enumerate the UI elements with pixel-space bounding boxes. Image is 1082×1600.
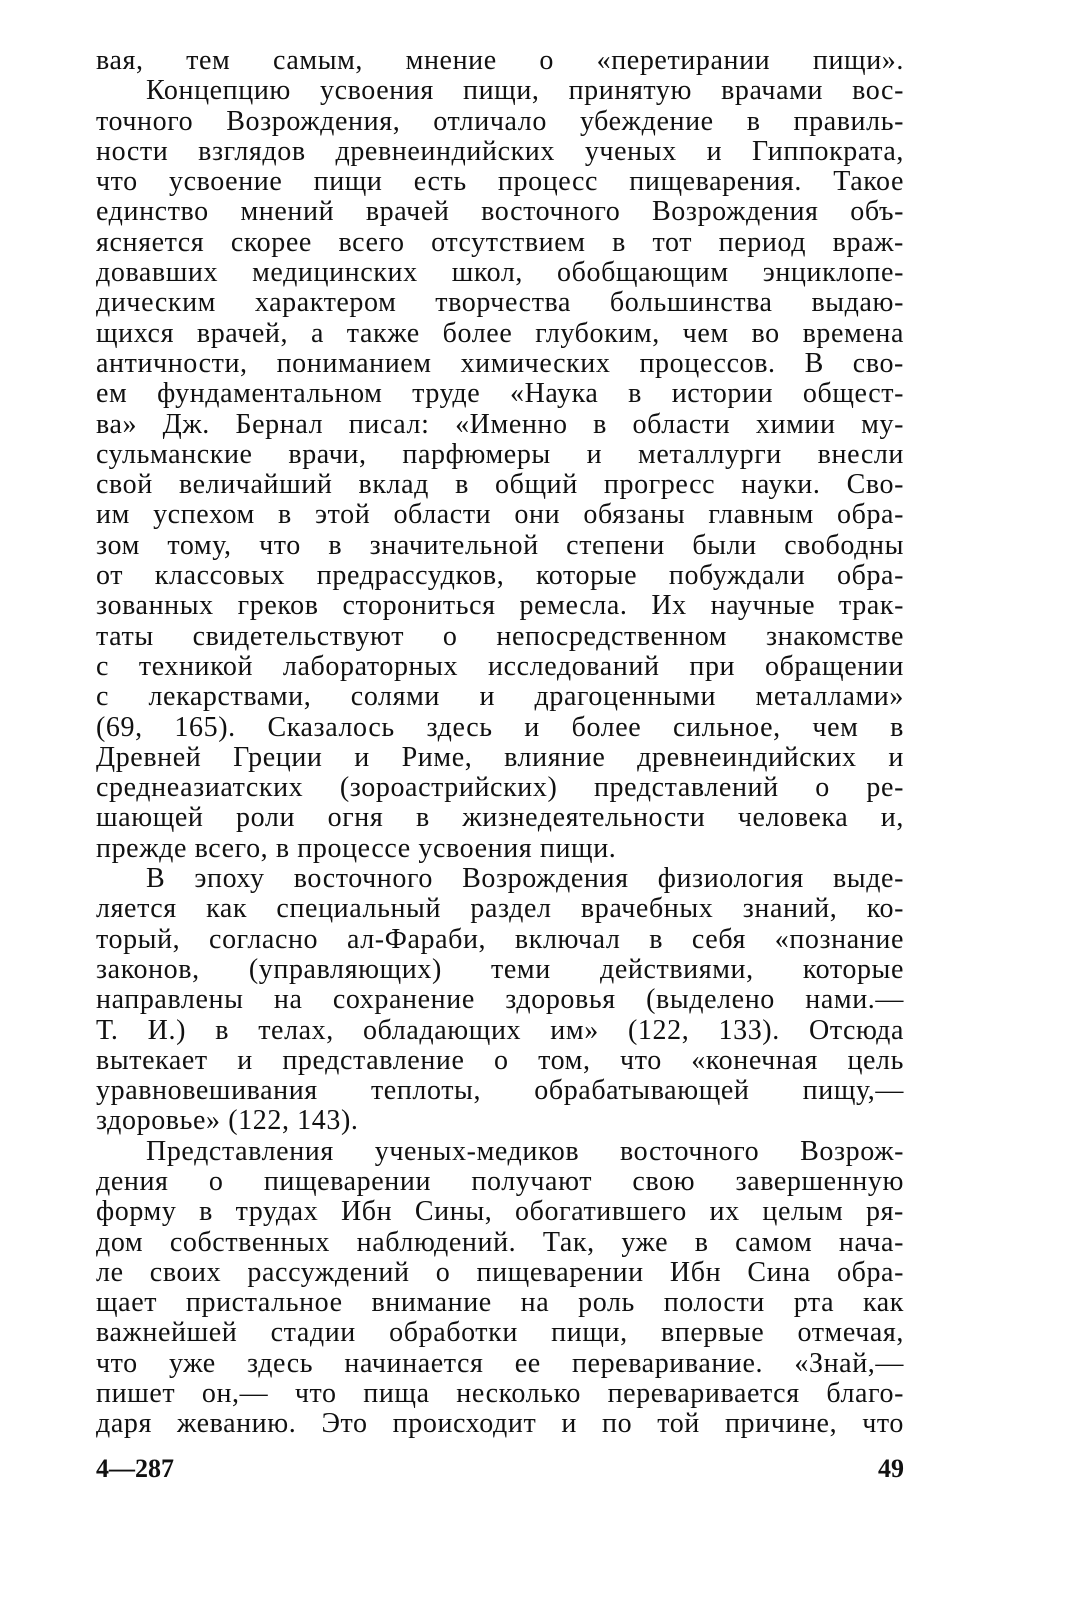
text-line: форму в трудах Ибн Сины, обогатившего их целым ря- xyxy=(96,1196,904,1228)
page-footer xyxy=(96,1454,904,1488)
text-line: важнейшей стадии обработки пищи, впервые отмечая, xyxy=(96,1317,904,1349)
text-line: довавших медицинских школ, обобщающим энциклопе- xyxy=(96,257,904,289)
text-line: точного Возрождения, отличало убеждение в правиль- xyxy=(96,105,904,137)
text-line: сульманские врачи, парфюмеры и металлурги внесли xyxy=(96,438,904,470)
text-line: ва» Дж. Бернал писал: «Именно в области химии му- xyxy=(96,408,904,440)
text-line: щает пристальное внимание на роль полости рта как xyxy=(96,1287,904,1319)
text-line: таты свидетельствуют о непосредственном знакомстве xyxy=(96,620,904,652)
text-line: (69, 165). Сказалось здесь и более сильное, чем в xyxy=(96,711,904,743)
printer-signature: 4—287 xyxy=(96,1454,174,1483)
text-line: с лекарствами, солями и драгоценными металлами» xyxy=(96,681,904,713)
text-line: свой величайший вклад в общий прогресс науки. Сво- xyxy=(96,469,904,501)
text-line: среднеазиатских (зороастрийских) представлений о ре- xyxy=(96,772,904,804)
body-text xyxy=(96,46,904,1440)
text-line: направлены на сохранение здоровья (выделено нами.— xyxy=(96,984,904,1016)
text-line: единство мнений врачей восточного Возрождения объ- xyxy=(96,196,904,228)
text-line: шающей роли огня в жизнедеятельности человека и, xyxy=(96,802,904,834)
text-line: от классовых предрассудков, которые побуждали обра- xyxy=(96,560,904,592)
text-line: вытекает и представление о том, что «конечная цель xyxy=(96,1044,904,1076)
text-line: Концепцию усвоения пищи, принятую врачами вос- xyxy=(146,75,904,107)
page-number: 49 xyxy=(878,1454,904,1483)
text-line: что усвоение пищи есть процесс пищеварения. Такое xyxy=(96,166,904,198)
text-line: здоровье» (122, 143). xyxy=(96,1105,359,1137)
text-line: вая, тем самым, мнение о «перетирании пищи». xyxy=(96,45,904,76)
text-line: даря жеванию. Это происходит и по той причине, что xyxy=(96,1408,904,1440)
text-line: что уже здесь начинается ее переваривание. «Знай,— xyxy=(96,1347,904,1379)
text-line: прежде всего, в процессе усвоения пищи. xyxy=(96,832,617,864)
text-line: дом собственных наблюдений. Так, уже в самом нача- xyxy=(96,1226,904,1258)
text-line: ем фундаментальном труде «Наука в истории общест- xyxy=(96,378,904,410)
text-line: Т. И.) в телах, обладающих им» (122, 133). Отсюда xyxy=(96,1014,904,1046)
text-line: ляется как специальный раздел врачебных знаний, ко- xyxy=(96,893,904,925)
text-line: уравновешивания теплоты, обрабатывающей пищу,— xyxy=(96,1075,904,1107)
text-line: античности, пониманием химических процессов. В сво- xyxy=(96,347,904,379)
text-line: Древней Греции и Риме, влияние древнеиндийских и xyxy=(96,741,904,773)
text-line: дическим характером творчества большинства выдаю- xyxy=(96,287,904,319)
text-line: ности взглядов древнеиндийских ученых и Гиппократа, xyxy=(96,135,904,167)
text-line: законов, (управляющих) теми действиями, которые xyxy=(96,953,904,985)
text-line: В эпоху восточного Возрождения физиология выде- xyxy=(146,863,904,895)
text-line: щихся врачей, а также более глубоким, чем во времена xyxy=(96,317,904,349)
text-line: Представления ученых-медиков восточного Возрож- xyxy=(146,1135,904,1167)
text-line: с техникой лабораторных исследований при обращении xyxy=(96,650,904,682)
text-line: им успехом в этой области они обязаны главным обра- xyxy=(96,499,904,531)
text-line: торый, согласно ал-Фараби, включал в себя «познание xyxy=(96,923,904,955)
text-line: ле своих рассуждений о пищеварении Ибн Сина обра- xyxy=(96,1256,904,1288)
text-line: зом тому, что в значительной степени были свободны xyxy=(96,529,904,561)
text-line: дения о пищеварении получают свою завершенную xyxy=(96,1165,904,1197)
text-line: ясняется скорее всего отсутствием в тот период враж- xyxy=(96,226,904,258)
text-line: зованных греков сторониться ремесла. Их научные трак- xyxy=(96,590,904,622)
text-line: пишет он,— что пища несколько переваривается благо- xyxy=(96,1378,904,1410)
